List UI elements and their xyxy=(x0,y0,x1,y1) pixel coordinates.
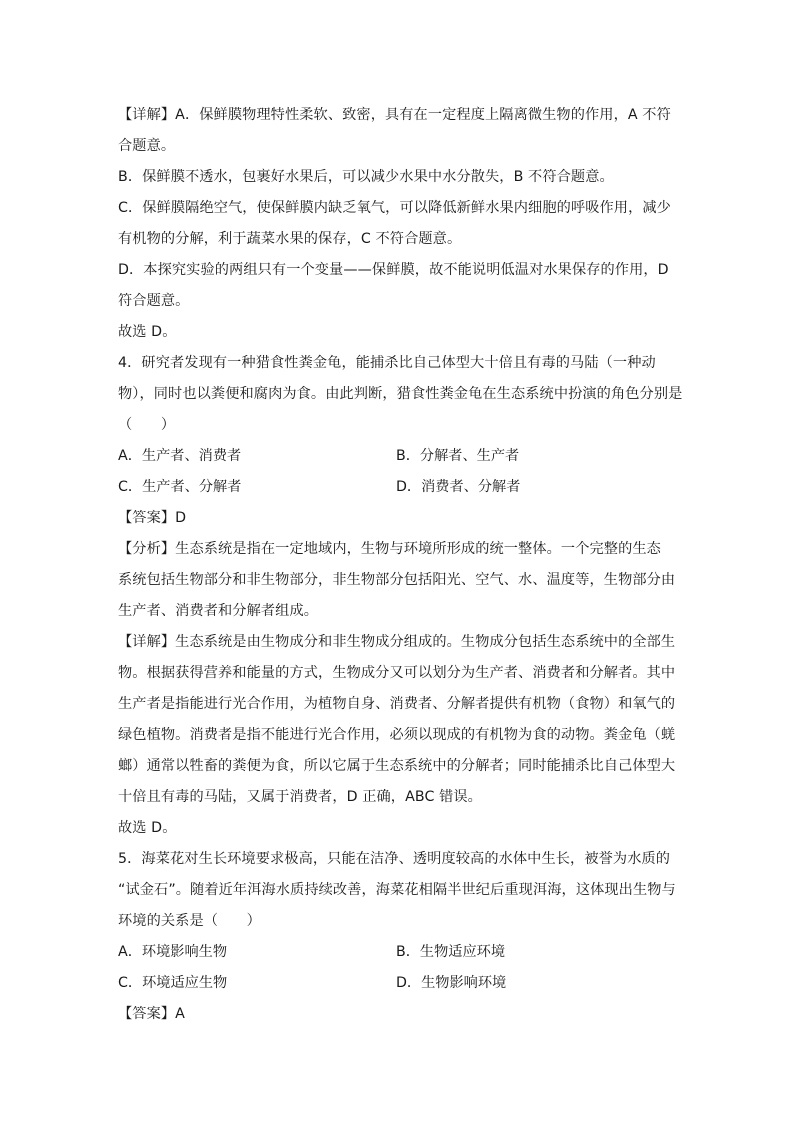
question-5-option-a: A．环境影响生物 xyxy=(118,944,228,960)
question-4-line-2: 物），同时也以粪便和腐肉为食。由此判断，猎食性粪金龟在生态系统中扮演的角色分别是 xyxy=(118,386,683,402)
question-4-option-d: D．消费者、分解者 xyxy=(396,479,521,495)
detail-line-5: 有机物的分解，利于蔬菜水果的保存，C 不符合题意。 xyxy=(118,231,462,247)
question-4-detail-line-1: 【详解】生态系统是由生物成分和非生物成分组成的。生物成分包括生态系统中的全部生 xyxy=(118,634,676,650)
question-4-analysis-line-1: 【分析】生态系统是指在一定地域内，生物与环境所形成的统一整体。一个完整的生态 xyxy=(118,541,661,557)
question-5-line-2: “试金石”。随着近年洱海水质持续改善，海菜花相隔半世纪后重现洱海，这体现出生物与 xyxy=(118,882,676,898)
question-5-options-row-1 xyxy=(118,937,678,968)
question-5-options-row-2 xyxy=(118,968,678,999)
detail-line-2: 合题意。 xyxy=(118,138,176,154)
detail-line-7: 符合题意。 xyxy=(118,293,190,309)
detail-line-4: C．保鲜膜隔绝空气，使保鲜膜内缺乏氧气，可以降低新鲜水果内细胞的呼吸作用，减少 xyxy=(118,200,671,216)
question-4-detail-line-6: 十倍且有毒的马陆，又属于消费者，D 正确，ABC 错误。 xyxy=(118,789,482,805)
question-4-option-a: A．生产者、消费者 xyxy=(118,448,242,464)
question-4-detail-line-2: 物。根据获得营养和能量的方式，生物成分又可以划分为生产者、消费者和分解者。其中 xyxy=(118,665,676,681)
question-5-option-c: C．环境适应生物 xyxy=(118,975,228,991)
question-5-line-3: 环境的关系是（ ） xyxy=(118,913,261,929)
detail-line-6: D．本探究实验的两组只有一个变量——保鲜膜，故不能说明低温对水果保存的作用，D xyxy=(118,262,669,278)
question-4-analysis-line-3: 生产者、消费者和分解者组成。 xyxy=(118,603,319,619)
document-page xyxy=(118,100,683,1030)
question-5-line-1: 5．海菜花对生长环境要求极高，只能在洁净、透明度较高的水体中生长，被誉为水质的 xyxy=(118,851,671,867)
question-4-options-row-2 xyxy=(118,472,678,503)
question-4-line-3: （ ） xyxy=(118,417,176,433)
question-4-detail-line-5: 螂）通常以牲畜的粪便为食，所以它属于生态系统中的分解者；同时能捕杀比自己体型大 xyxy=(118,758,676,774)
conclusion-line-3: 故选 D。 xyxy=(118,324,177,340)
question-4-detail-line-3: 生产者是指能进行光合作用，为植物自身、消费者、分解者提供有机物（食物）和氧气的 xyxy=(118,696,676,712)
question-4-option-b: B．分解者、生产者 xyxy=(396,448,520,464)
question-4-analysis-line-2: 系统包括生物部分和非生物部分，非生物部分包括阳光、空气、水、温度等，生物部分由 xyxy=(118,572,676,588)
question-5-option-d: D．生物影响环境 xyxy=(396,975,507,991)
question-4-option-c: C．生产者、分解者 xyxy=(118,479,242,495)
question-4-options-row-1 xyxy=(118,441,678,472)
question-4-answer: 【答案】D xyxy=(118,510,187,526)
question-5-answer: 【答案】A xyxy=(118,1006,185,1022)
question-5-option-b: B．生物适应环境 xyxy=(396,944,506,960)
question-4-detail-line-4: 绿色植物。消费者是指不能进行光合作用，必须以现成的有机物为食的动物。粪金龟（蜣 xyxy=(118,727,676,743)
question-4-conclusion: 故选 D。 xyxy=(118,820,177,836)
detail-line-1: 【详解】A．保鲜膜物理特性柔软、致密，具有在一定程度上隔离微生物的作用，A 不符 xyxy=(118,107,671,123)
question-4-line-1: 4．研究者发现有一种猎食性粪金龟，能捕杀比自己体型大十倍且有毒的马陆（一种动 xyxy=(118,355,656,371)
detail-line-3: B．保鲜膜不透水，包裹好水果后，可以减少水果中水分散失，B 不符合题意。 xyxy=(118,169,614,185)
